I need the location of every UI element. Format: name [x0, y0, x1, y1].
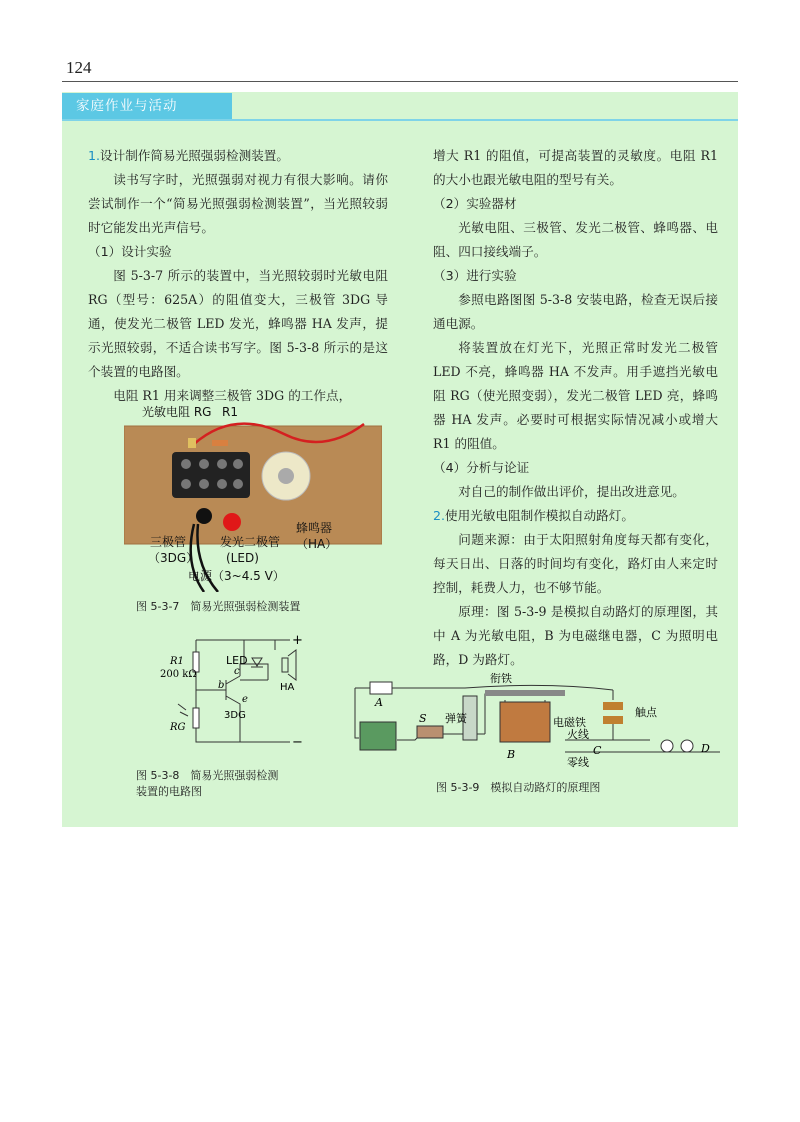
label-led: 发光二极管	[220, 535, 281, 549]
label-transistor: 三极管	[150, 535, 187, 549]
resistor-r1	[212, 440, 228, 446]
figure-caption: 图 5-3-8 简易光照强弱检测	[136, 769, 279, 782]
paragraph: 光敏电阻、三极管、发光二极管、蜂鸣器、电阻、四口接线端子。	[433, 220, 718, 259]
label-e: e	[242, 694, 248, 705]
street-lamp-diagram	[345, 660, 720, 772]
label-ha: HA	[280, 682, 295, 693]
paragraph: 读书写字时，光照强弱对视力有很大影响。请你尝试制作一个“简易光照强弱检测装置”，当光照较弱时它能发出光声信号。	[88, 172, 388, 235]
label-c: c	[234, 666, 240, 677]
battery	[360, 722, 396, 750]
label-d: D	[701, 742, 710, 755]
label-plus: +	[292, 633, 303, 648]
label-neutral-wire: 零线	[567, 756, 589, 769]
paragraph: 图 5-3-7 所示的装置中，当光照较弱时光敏电阻 RG（型号：625A）的阻值变大，三极管 3DG 导通，使发光二极管 LED 发光，蜂鸣器 HA 发声，提示光照较弱，不适合读书写字。图 5-3-8 所示的是这个装置的电路图。	[88, 268, 388, 379]
lamp-d2	[681, 740, 693, 752]
step-heading: （2）实验器材	[433, 196, 517, 211]
paragraph: 增大 R1 的阻值，可提高装置的灵敏度。电阻 R1 的大小也跟光敏电阻的型号有关。	[433, 148, 718, 187]
item-2-number: 2.	[433, 508, 446, 523]
paragraph: 参照电路图图 5-3-8 安装电路，检查无误后接通电源。	[433, 292, 718, 331]
section-title: 家庭作业与活动	[62, 93, 232, 119]
item-2-title: 使用光敏电阻制作模拟自动路灯。	[445, 508, 634, 523]
paragraph: 电阻 R1 用来调整三极管 3DG 的工作点，	[113, 388, 352, 403]
circuit-diagram	[140, 630, 340, 755]
paragraph: 问题来源：由于太阳照射角度每天都有变化，每天日出、日落的时间均有变化，路灯由人来定时控制，耗费人力，也不够节能。	[433, 532, 718, 595]
paragraph: 对自己的制作做出评价，提出改进意见。	[458, 484, 685, 499]
label-rg: RG	[170, 722, 186, 733]
label-photoresistor: 光敏电阻 RG	[142, 405, 212, 419]
contact-bottom	[603, 716, 623, 724]
terminal-block	[172, 452, 250, 498]
label-minus: −	[292, 735, 303, 750]
item-1-title: 设计制作简易光照强弱检测装置。	[100, 148, 289, 163]
paragraph: 将装置放在灯光下，光照正常时发光二极管 LED 不亮，蜂鸣器 HA 不发声。用手遮挡光敏电阻 RG（使光照变弱），发光二极管 LED 亮，蜂鸣器 HA 发声。必要时可根据实际情况减小或增大 R1 的阻值。	[433, 340, 718, 451]
page-number: 124	[66, 58, 92, 77]
electromagnet	[500, 702, 550, 742]
label-3dg: 3DG	[224, 710, 246, 721]
label-buzzer-code: （HA）	[296, 537, 338, 551]
wood-board	[124, 426, 382, 544]
label-b: b	[218, 680, 225, 691]
contact-top	[603, 702, 623, 710]
left-column	[88, 144, 388, 408]
label-spring: 弹簧	[445, 712, 467, 725]
item-1-heading	[88, 144, 388, 168]
armature	[485, 690, 565, 696]
transistor	[196, 508, 212, 524]
label-r1: R1	[170, 656, 184, 667]
device-photo	[124, 404, 382, 592]
right-column	[433, 144, 718, 672]
label-buzzer: 蜂鸣器	[296, 521, 333, 535]
step-heading: （3）进行实验	[433, 268, 517, 283]
led	[223, 513, 241, 531]
label-power: 电源（3~4.5 V）	[188, 569, 285, 583]
item-2-heading	[433, 504, 718, 528]
label-r1: R1	[222, 405, 238, 419]
label-a: A	[375, 696, 383, 709]
header-rule	[62, 81, 738, 82]
photoresistor-a	[370, 682, 392, 694]
label-b: B	[507, 748, 516, 761]
label-live-wire: 火线	[567, 728, 589, 741]
label-led: LED	[226, 654, 248, 667]
figure-caption: 图 5-3-7 简易光照强弱检测装置	[136, 600, 301, 613]
step-heading: （4）分析与论证	[433, 460, 530, 475]
photoresistor	[188, 438, 196, 448]
figure-caption: 图 5-3-9 模拟自动路灯的原理图	[436, 781, 601, 794]
step-heading: （1）设计实验	[88, 244, 172, 259]
lamp-d1	[661, 740, 673, 752]
label-transistor-model: （3DG）	[148, 551, 199, 565]
label-s: S	[419, 712, 427, 725]
paragraph: 原理：图 5-3-9 是模拟自动路灯的原理图，其中 A 为光敏电阻，B 为电磁继电器，C 为照明电路，D 为路灯。	[433, 604, 718, 667]
label-armature: 衔铁	[490, 672, 512, 685]
section-rule	[62, 119, 738, 121]
label-led-code: (LED)	[226, 551, 259, 565]
label-electromagnet: 电磁铁	[553, 716, 586, 729]
switch-s	[417, 726, 443, 738]
label-r1-value: 200 kΩ	[160, 669, 197, 680]
figure-caption-line2: 装置的电路图	[136, 785, 202, 798]
label-c: C	[593, 744, 602, 757]
label-contact: 触点	[635, 706, 657, 719]
item-1-number: 1.	[88, 148, 101, 163]
